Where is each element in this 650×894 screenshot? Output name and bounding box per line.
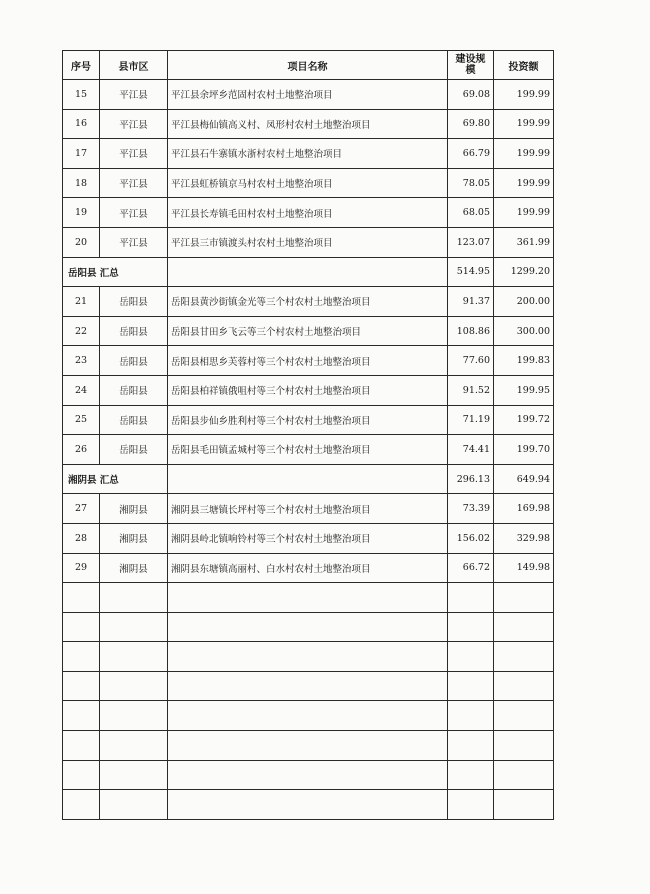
empty-cell <box>494 701 554 731</box>
county-cell: 平江县 <box>100 109 168 139</box>
table-row <box>63 287 554 317</box>
seq-cell: 24 <box>63 375 100 405</box>
county-cell: 岳阳县 <box>100 435 168 465</box>
summary-blank-cell <box>168 464 448 494</box>
table-row <box>63 375 554 405</box>
header-project: 项目名称 <box>168 51 448 80</box>
empty-cell <box>448 671 494 701</box>
summary-scale-cell: 514.95 <box>448 257 494 287</box>
empty-cell <box>63 701 100 731</box>
empty-cell <box>100 583 168 613</box>
header-scale: 建设规模 <box>448 51 494 80</box>
scale-cell: 78.05 <box>448 168 494 198</box>
county-cell: 平江县 <box>100 168 168 198</box>
seq-cell: 16 <box>63 109 100 139</box>
empty-cell <box>168 671 448 701</box>
summary-invest-cell: 1299.20 <box>494 257 554 287</box>
county-cell: 岳阳县 <box>100 287 168 317</box>
county-cell: 平江县 <box>100 227 168 257</box>
seq-cell: 20 <box>63 227 100 257</box>
empty-cell <box>168 731 448 761</box>
empty-cell <box>494 642 554 672</box>
county-cell: 平江县 <box>100 198 168 228</box>
empty-cell <box>63 612 100 642</box>
empty-row <box>63 583 554 613</box>
project-cell: 平江县长寿镇毛田村农村土地整治项目 <box>168 198 448 228</box>
scale-cell: 74.41 <box>448 435 494 465</box>
empty-cell <box>100 731 168 761</box>
scale-cell: 69.08 <box>448 80 494 110</box>
summary-label: 湘阴县 汇总 <box>63 464 168 494</box>
scale-cell: 156.02 <box>448 523 494 553</box>
empty-cell <box>494 583 554 613</box>
table-row <box>63 198 554 228</box>
table-row <box>63 494 554 524</box>
empty-cell <box>448 731 494 761</box>
empty-cell <box>100 612 168 642</box>
county-cell: 湘阴县 <box>100 523 168 553</box>
seq-cell: 19 <box>63 198 100 228</box>
empty-row <box>63 760 554 790</box>
invest-cell: 361.99 <box>494 227 554 257</box>
empty-cell <box>448 701 494 731</box>
empty-cell <box>100 790 168 820</box>
seq-cell: 17 <box>63 139 100 169</box>
invest-cell: 199.99 <box>494 109 554 139</box>
empty-cell <box>168 583 448 613</box>
seq-cell: 27 <box>63 494 100 524</box>
table-header-row <box>63 51 554 80</box>
seq-cell: 18 <box>63 168 100 198</box>
scale-cell: 91.37 <box>448 287 494 317</box>
project-cell: 湘阴县东塘镇高丽村、白水村农村土地整治项目 <box>168 553 448 583</box>
empty-cell <box>63 583 100 613</box>
empty-cell <box>494 731 554 761</box>
empty-cell <box>63 671 100 701</box>
invest-cell: 199.99 <box>494 168 554 198</box>
table-row <box>63 316 554 346</box>
scale-cell: 68.05 <box>448 198 494 228</box>
summary-row <box>63 464 554 494</box>
empty-cell <box>100 701 168 731</box>
empty-cell <box>448 583 494 613</box>
table-row <box>63 523 554 553</box>
project-cell: 平江县虹桥镇京马村农村土地整治项目 <box>168 168 448 198</box>
table-row <box>63 346 554 376</box>
summary-invest-cell: 649.94 <box>494 464 554 494</box>
header-county: 县市区 <box>100 51 168 80</box>
project-cell: 岳阳县相思乡芙蓉村等三个村农村土地整治项目 <box>168 346 448 376</box>
project-cell: 湘阴县岭北镇响铃村等三个村农村土地整治项目 <box>168 523 448 553</box>
empty-cell <box>448 612 494 642</box>
project-cell: 平江县三市镇渡头村农村土地整治项目 <box>168 227 448 257</box>
table-row <box>63 435 554 465</box>
invest-cell: 199.70 <box>494 435 554 465</box>
invest-cell: 149.98 <box>494 553 554 583</box>
project-table <box>62 50 554 820</box>
seq-cell: 21 <box>63 287 100 317</box>
empty-cell <box>168 790 448 820</box>
scale-cell: 66.79 <box>448 139 494 169</box>
empty-cell <box>494 612 554 642</box>
table-row <box>63 405 554 435</box>
project-cell: 平江县梅仙镇高义村、凤形村农村土地整治项目 <box>168 109 448 139</box>
invest-cell: 199.99 <box>494 80 554 110</box>
project-cell: 平江县石牛寨镇水浙村农村土地整治项目 <box>168 139 448 169</box>
county-cell: 平江县 <box>100 139 168 169</box>
empty-cell <box>168 760 448 790</box>
empty-row <box>63 642 554 672</box>
invest-cell: 200.00 <box>494 287 554 317</box>
county-cell: 湘阴县 <box>100 494 168 524</box>
invest-cell: 300.00 <box>494 316 554 346</box>
summary-scale-cell: 296.13 <box>448 464 494 494</box>
table-row <box>63 139 554 169</box>
empty-cell <box>494 790 554 820</box>
county-cell: 平江县 <box>100 80 168 110</box>
project-cell: 平江县余坪乡范固村农村土地整治项目 <box>168 80 448 110</box>
project-cell: 岳阳县甘田乡飞云等三个村农村土地整治项目 <box>168 316 448 346</box>
seq-cell: 23 <box>63 346 100 376</box>
empty-cell <box>100 760 168 790</box>
county-cell: 岳阳县 <box>100 346 168 376</box>
summary-row <box>63 257 554 287</box>
project-cell: 湘阴县三塘镇长坪村等三个村农村土地整治项目 <box>168 494 448 524</box>
county-cell: 岳阳县 <box>100 316 168 346</box>
seq-cell: 22 <box>63 316 100 346</box>
empty-cell <box>100 671 168 701</box>
empty-cell <box>63 790 100 820</box>
scale-cell: 73.39 <box>448 494 494 524</box>
empty-row <box>63 671 554 701</box>
header-invest: 投资额 <box>494 51 554 80</box>
empty-cell <box>494 671 554 701</box>
invest-cell: 169.98 <box>494 494 554 524</box>
empty-cell <box>494 760 554 790</box>
project-cell: 岳阳县柏祥镇俄咀村等三个村农村土地整治项目 <box>168 375 448 405</box>
table-row <box>63 109 554 139</box>
empty-cell <box>63 731 100 761</box>
empty-cell <box>448 642 494 672</box>
empty-cell <box>63 760 100 790</box>
seq-cell: 29 <box>63 553 100 583</box>
summary-blank-cell <box>168 257 448 287</box>
scale-cell: 108.86 <box>448 316 494 346</box>
invest-cell: 199.99 <box>494 198 554 228</box>
empty-row <box>63 790 554 820</box>
project-cell: 岳阳县步仙乡胜利村等三个村农村土地整治项目 <box>168 405 448 435</box>
empty-row <box>63 612 554 642</box>
seq-cell: 15 <box>63 80 100 110</box>
table-body <box>63 80 554 820</box>
scale-cell: 66.72 <box>448 553 494 583</box>
table-row <box>63 168 554 198</box>
scale-cell: 91.52 <box>448 375 494 405</box>
county-cell: 湘阴县 <box>100 553 168 583</box>
scale-cell: 71.19 <box>448 405 494 435</box>
invest-cell: 199.95 <box>494 375 554 405</box>
county-cell: 岳阳县 <box>100 375 168 405</box>
table-row <box>63 553 554 583</box>
scale-cell: 69.80 <box>448 109 494 139</box>
empty-cell <box>168 701 448 731</box>
invest-cell: 199.72 <box>494 405 554 435</box>
empty-row <box>63 731 554 761</box>
project-cell: 岳阳县黄沙街镇金光等三个村农村土地整治项目 <box>168 287 448 317</box>
empty-cell <box>100 642 168 672</box>
empty-cell <box>168 612 448 642</box>
invest-cell: 199.99 <box>494 139 554 169</box>
county-cell: 岳阳县 <box>100 405 168 435</box>
scale-cell: 77.60 <box>448 346 494 376</box>
seq-cell: 26 <box>63 435 100 465</box>
empty-cell <box>168 642 448 672</box>
table-row <box>63 227 554 257</box>
empty-cell <box>448 790 494 820</box>
empty-cell <box>63 642 100 672</box>
invest-cell: 329.98 <box>494 523 554 553</box>
seq-cell: 28 <box>63 523 100 553</box>
seq-cell: 25 <box>63 405 100 435</box>
header-seq: 序号 <box>63 51 100 80</box>
empty-cell <box>448 760 494 790</box>
project-cell: 岳阳县毛田镇孟城村等三个村农村土地整治项目 <box>168 435 448 465</box>
scale-cell: 123.07 <box>448 227 494 257</box>
invest-cell: 199.83 <box>494 346 554 376</box>
table-row <box>63 80 554 110</box>
summary-label: 岳阳县 汇总 <box>63 257 168 287</box>
empty-row <box>63 701 554 731</box>
